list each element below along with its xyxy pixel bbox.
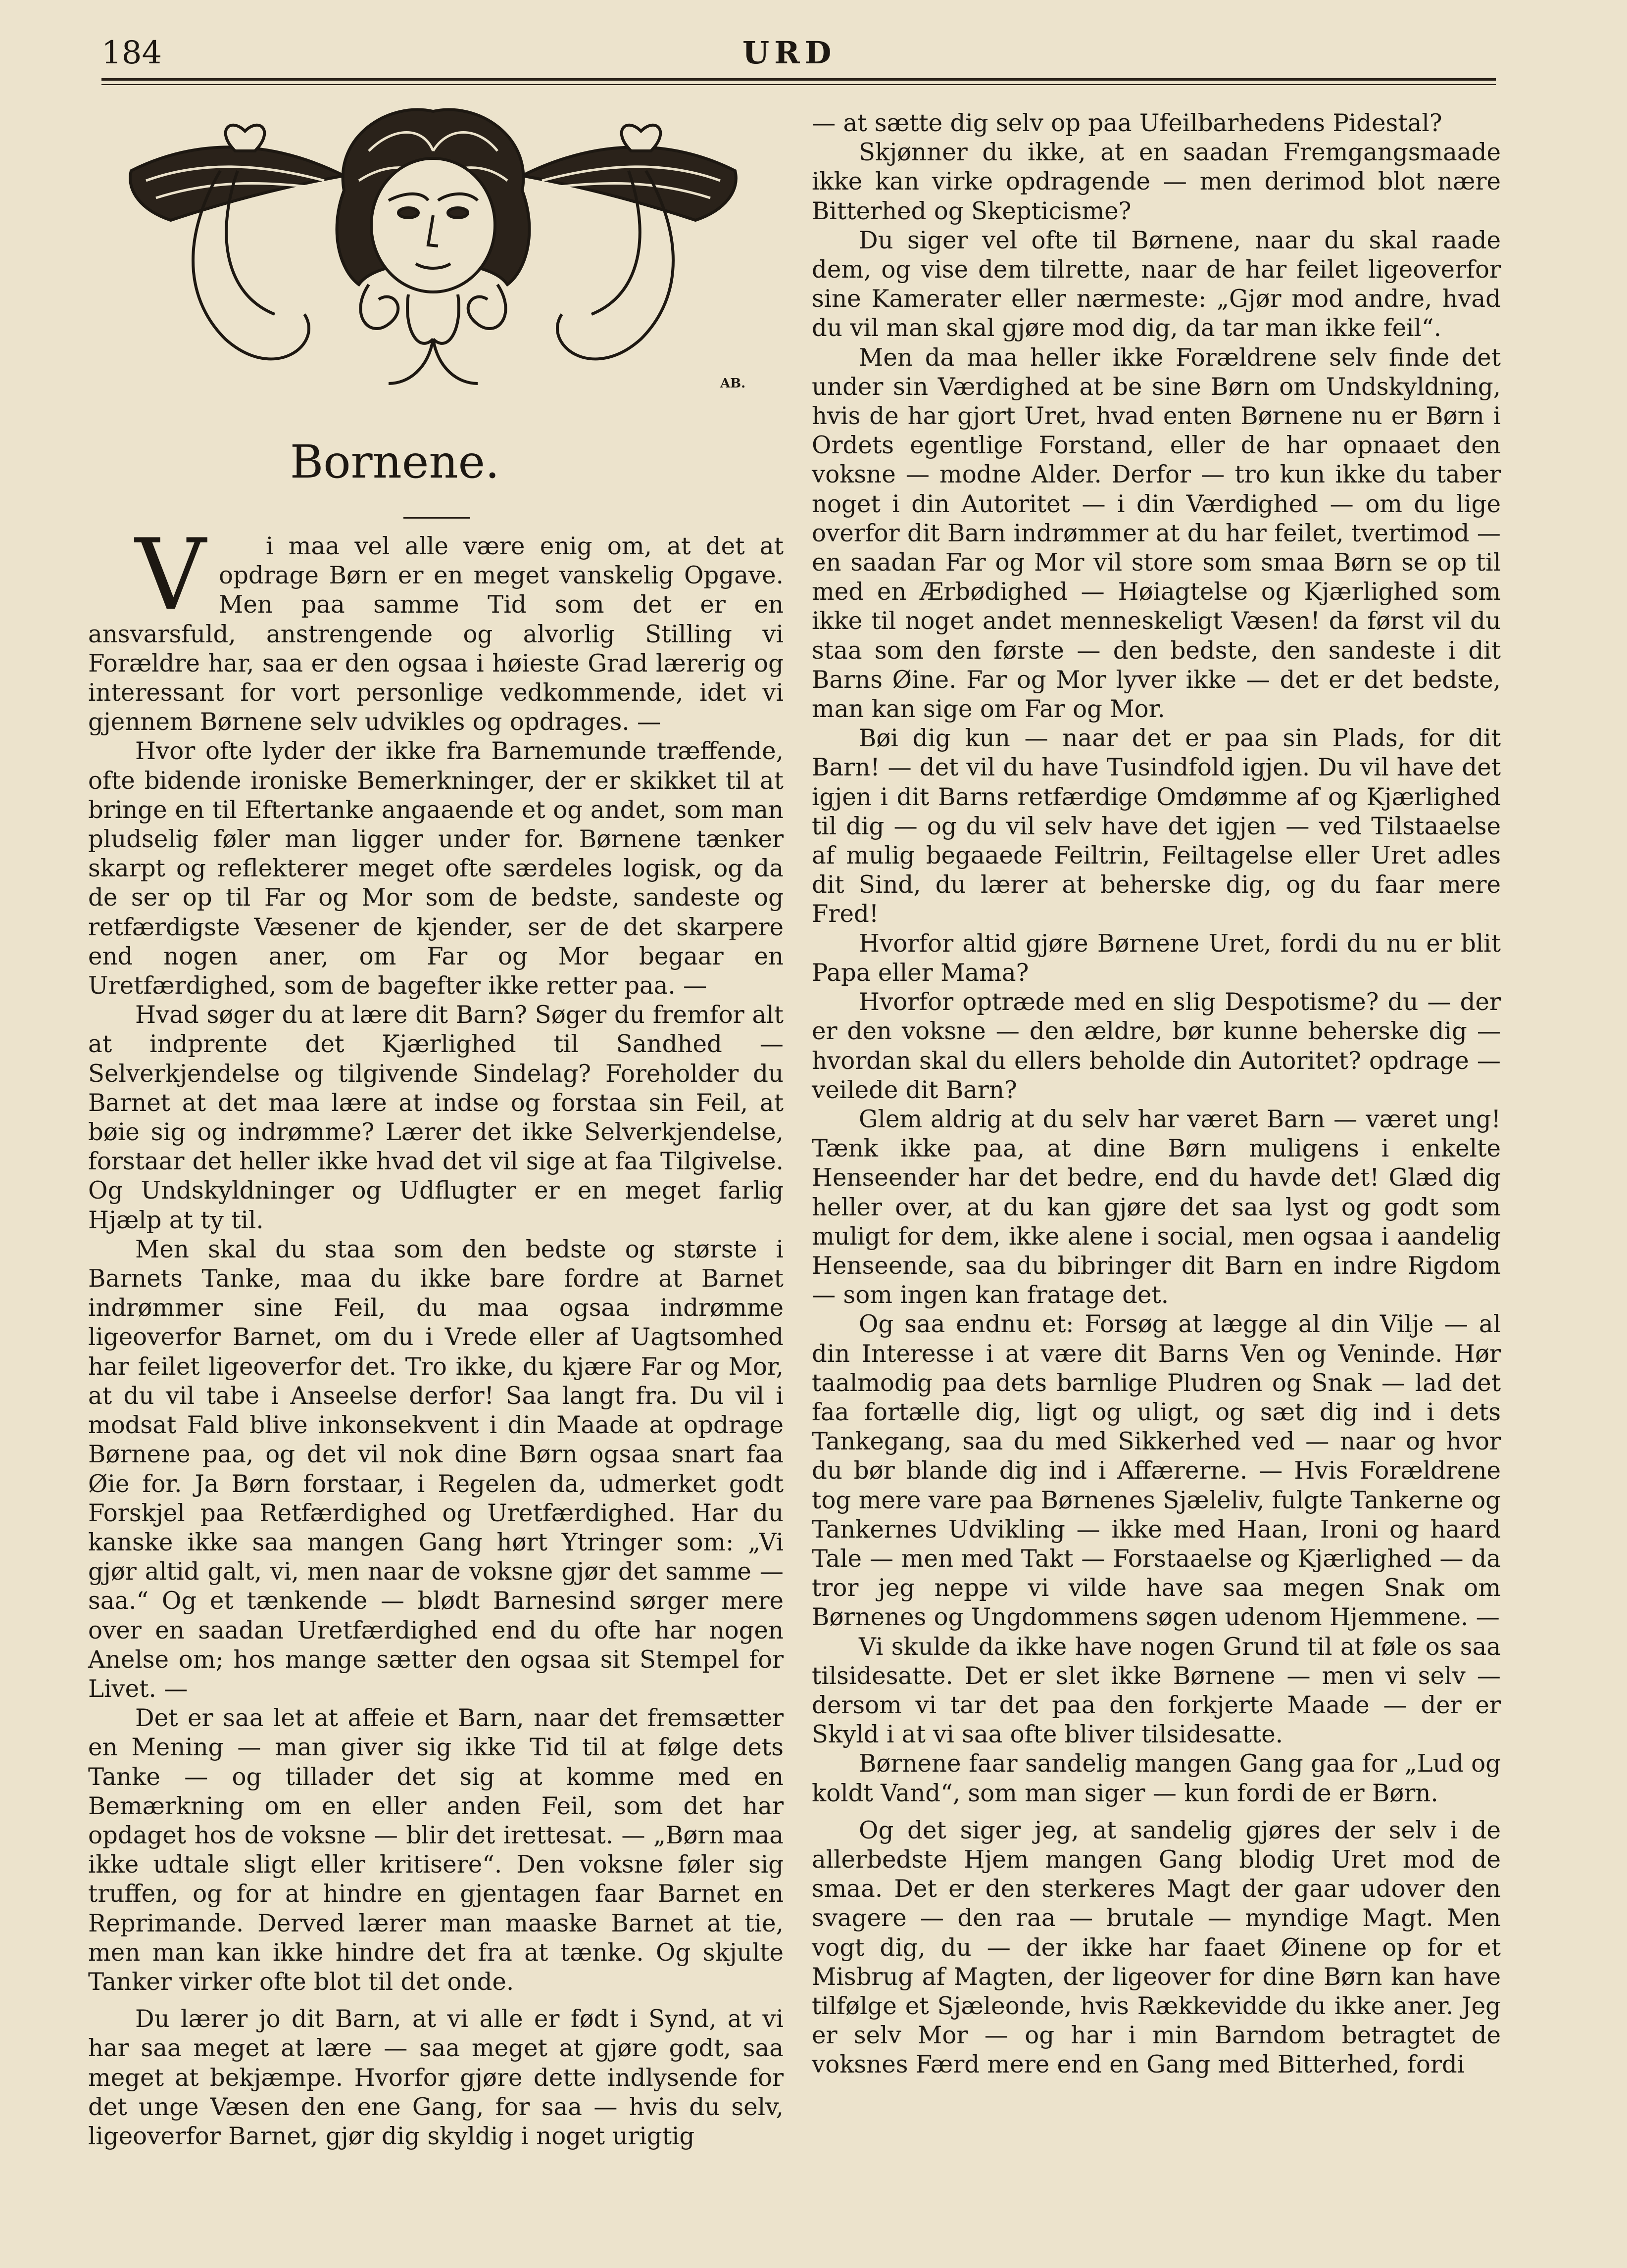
right-column: [812, 109, 1501, 2080]
paragraph: V i maa vel alle være enig om, at det at opdrage Børn er en meget vanskelig Opgave. Men paa samme Tid som det er en ansvarsfuld, anstrengende og alvorlig Stilling vi Forældre har, saa er den ogsaa i høieste Grad lærerig og interessant for vort personlige vedkommende, idet vi gjennem Børnene selv udvikles og opdrages. —: [88, 518, 784, 736]
paragraph: Og det siger jeg, at sandelig gjøres der selv i de allerbedste Hjem mangen Gang blodig Uret mod de smaa. Det er den sterkeres Magt der gaar udover den svagere — den raa — brutale — myndige Magt. Men vogt dig, du — der ikke har faaet Øinene op for et Misbrug af Magten, der ligeover for dine Børn kan have tilfølge et Sjæleonde, hvis Rækkevidde du ikke aner. Jeg er selv Mor — og har i min Barndom betragtet de voksnes Færd mere end en Gang med Bitterhed, fordi: [812, 1816, 1501, 2079]
title-rule: [403, 517, 470, 519]
paragraph: Vi skulde da ikke have nogen Grund til at føle os saa tilsidesatte. Det er slet ikke Børnene — men vi selv — dersom vi tar det paa den forkjerte Maade — der er Skyld i at vi saa ofte bliver tilsidesatte.: [812, 1633, 1501, 1749]
paragraph: Skjønner du ikke, at en saadan Fremgangsmaade ikke kan virke opdragende — men derimod blot nære Bitterhed og Skepticisme?: [812, 139, 1501, 225]
paragraph: — at sætte dig selv op paa Ufeilbarhedens Pidestal?: [812, 109, 1442, 137]
page-number: 184: [101, 35, 162, 71]
paragraph: Du lærer jo dit Barn, at vi alle er født i Synd, at vi har saa meget at lære — saa meget at gjøre godt, saa meget at bekjæmpe. Hvorfor gjøre dette indlysende for det unge Væsen den ene Gang, for saa — hvis du selv, ligeoverfor Barnet, gjør dig skyldig i noget urigtig: [88, 2005, 784, 2150]
paragraph: Hvorfor altid gjøre Børnene Uret, fordi du nu er blit Papa eller Mama?: [812, 929, 1501, 987]
paragraph: Det er saa let at affeie et Barn, naar det fremsætter en Mening — man giver sig ikke Tid til at følge dets Tanke — og tillader det sig at komme med en Bemærkning om en eller anden Feil, som det har opdaget hos de voksne — blir det irettesat. — „Børn maa ikke udtale sligt eller kritisere“. Den voksne føler sig truffen, og for at hindre en gjentagen faar Barnet en Reprimande. Derved lærer man maaske Barnet at tie, men man kan ikke hindre det fra at tænke. Og skjulte Tanker virker ofte blot til det onde.: [88, 1704, 784, 1996]
paragraph: Hvor ofte lyder der ikke fra Barnemunde træffende, ofte bidende ironiske Bemerkninger, der er skikket til at bringe en til Eftertanke angaaende et og andet, som man pludselig føler man ligger under for. Børnene tænker skarpt og reflekterer meget ofte særdeles logisk, og da de ser op til Far og Mor som de bedste, sandeste og retfærdigste Væsener de kjender, ser de det skarpere end nogen aner, om Far og Mor begaar en Uretfærdighed, som de bagefter ikke retter paa. —: [88, 737, 784, 1000]
paragraph: Og saa endnu et: Forsøg at lægge al din Vilje — al din Interesse i at være dit Barns Ven og Veninde. Hør taalmodig paa dets barnlige Pludren og Snak — lad det faa fortælle dig, ligt og uligt, og sæt dig ind i dets Tankegang, saa du med Sikkerhed ved — naar og hvor du bør blande dig ind i Affærerne. — Hvis Forældrene tog mere vare paa Børnenes Sjæleliv, fulgte Tankerne og Tankernes Udvikling — ikke med Haan, Ironi og haard Tale — men med Takt — Forstaaelse og Kjærlighed — da tror jeg neppe vi vilde have saa megen Snak om Børnenes og Ungdommens søgen udenom Hjemmene. —: [812, 1310, 1501, 1632]
paragraph: Hvad søger du at lære dit Barn? Søger du fremfor alt at indprente det Kjærlighed til Sandhed — Selverkjendelse og tilgivende Sindelag? Foreholder du Barnet at det maa lære at indse og forstaa sin Feil, at bøie sig og indrømme? Lærer det ikke Selverkjendelse, forstaar det heller ikke hvad det vil sige at faa Tilgivelse. Og Undskyldninger og Udflugter er en meget farlig Hjælp at ty til.: [88, 1001, 784, 1234]
paragraph: Men da maa heller ikke Forældrene selv finde det under sin Værdighed at be sine Børn om Undskyldning, hvis de har gjort Uret, hvad enten Børnene nu er Børn i Ordets egentlige Forstand, eller de har opnaaet den voksne — modne Alder. Derfor — tro kun ikke du taber noget i din Autoritet — i din Værdighed — om du lige overfor dit Barn indrømmer at du har feilet, tvertimod — en saadan Far og Mor vil store som smaa Børn se op til med en Ærbødighed — Høiagtelse og Kjærlighed som ikke til noget andet menneskeligt Væsen! da først vil du staa som den første — den bedste, den sandeste i dit Barns Øine. Far og Mor lyver ikke — det er det bedste, man kan sige om Far og Mor.: [812, 343, 1501, 724]
paragraph: Glem aldrig at du selv har været Barn — været ung! Tænk ikke paa, at dine Børn muligens i enkelte Henseender har det bedre, end du havde det! Glæd dig heller over, at du kan gjøre det saa lyst og godt som muligt for dem, ikke alene i social, men ogsaa i aandelig Henseende, saa du bibringer dit Barn en indre Rigdom — som ingen kan fratage det.: [812, 1105, 1501, 1309]
article-title: Bornene.: [290, 435, 500, 488]
header-rule: [101, 78, 1496, 81]
paragraph: Hvorfor optræde med en slig Despotisme? du — der er den voksne — den ældre, bør kunne beherske dig — hvordan skal du ellers beholde din Autoritet? opdrage — veilede dit Barn?: [812, 988, 1501, 1104]
left-column: [88, 518, 784, 2151]
paragraph: Bøi dig kun — naar det er paa sin Plads, for dit Barn! — det vil du have Tusindfold igjen. Du vil have det igjen i dit Barns retfærdige Omdømme af og Kjærlighed til dig — og du vil selv have det igjen — ved Tilstaaelse af mulig begaaede Feiltrin, Feiltagelse eller Uret adles dit Sind, du lærer at beherske dig, og du faar mere Fred!: [812, 724, 1501, 928]
paragraph: Børnene faar sandelig mangen Gang gaa for „Lud og koldt Vand“, som man siger — kun fordi de er Børn.: [812, 1750, 1501, 1807]
winged-cherub-illustration: [111, 106, 755, 413]
illustrator-signature: AB.: [720, 376, 746, 391]
drop-cap: V: [135, 518, 206, 632]
journal-title: URD: [742, 35, 837, 71]
paragraph: Du siger vel ofte til Børnene, naar du skal raade dem, og vise dem tilrette, naar de har feilet ligeoverfor sine Kamerater eller nærmeste: „Gjør mod andre, hvad du vil man skal gjøre mod dig, da tar man ikke feil“.: [812, 226, 1501, 342]
paragraph: Men skal du staa som den bedste og største i Barnets Tanke, maa du ikke bare fordre at Barnet indrømmer sine Feil, du maa ogsaa indrømme ligeoverfor Barnet, om du i Vrede eller af Uagtsomhed har feilet ligeoverfor det. Tro ikke, du kjære Far og Mor, at du vil tabe i Anseelse derfor! Saa langt fra. Du vil i modsat Fald blive inkonsekvent i din Maade at opdrage Børnene paa, og det vil nok dine Børn ogsaa snart faa Øie for. Ja Børn forstaar, i Regelen da, udmerket godt Forskjel paa Retfærdighed og Uretfærdighed. Har du kanske ikke saa mangen Gang hørt Ytringer som: „Vi gjør altid galt, vi, men naar de voksne gjør det samme — saa.“ Og et tænkende — blødt Barnesind sørger mere over en saadan Uretfærdighed end du ofte har nogen Anelse om; hos mange sætter den ogsaa sit Stempel for Livet. —: [88, 1235, 784, 1703]
header-rule-thin: [101, 84, 1496, 85]
